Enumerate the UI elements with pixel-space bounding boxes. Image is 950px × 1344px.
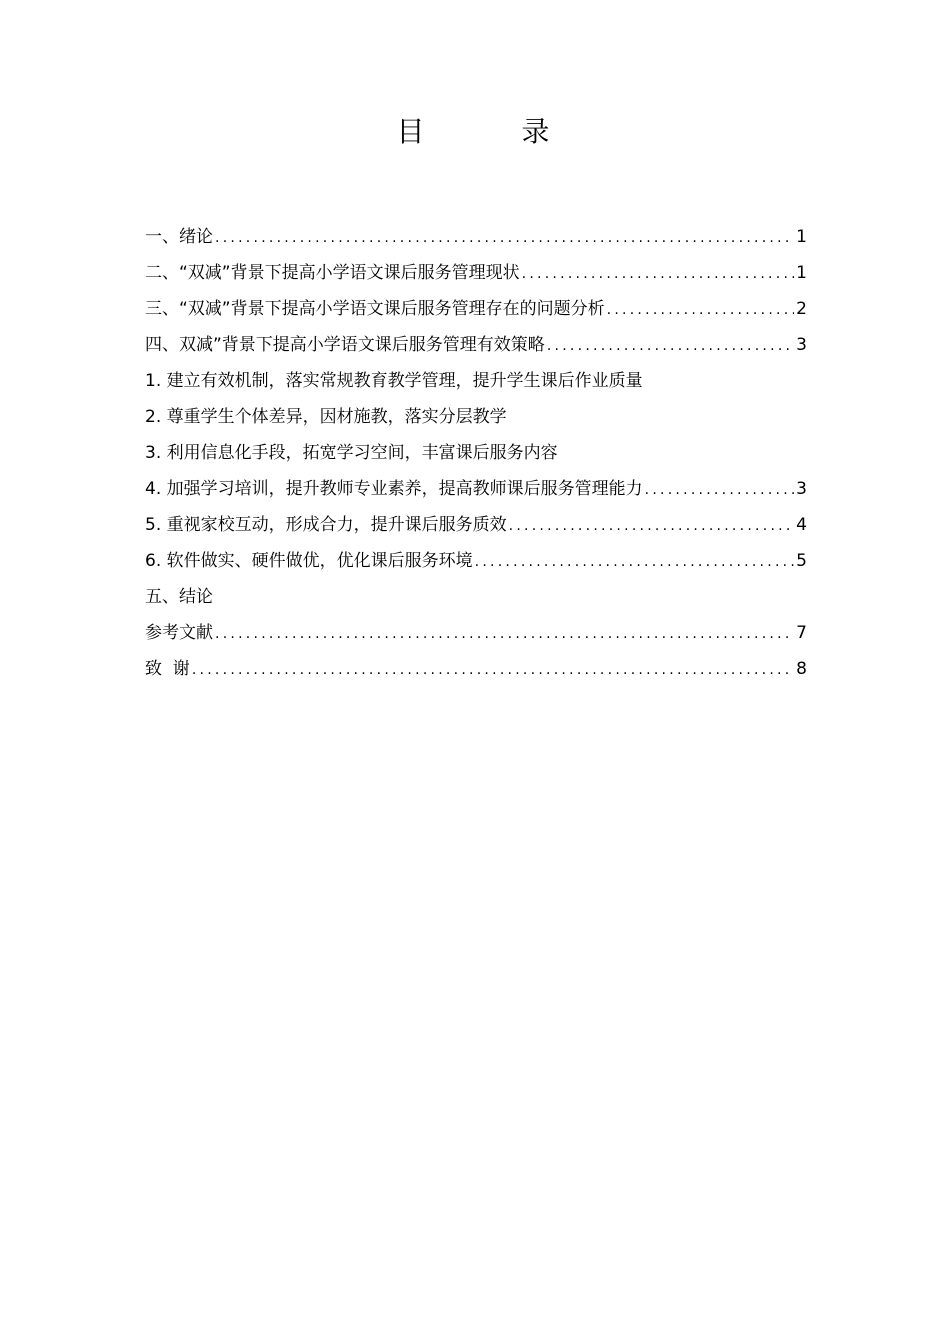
toc-entry-label: 三、“双减”背景下提高小学语文课后服务管理存在的问题分析 — [145, 299, 605, 319]
toc-entry-page: 3 — [796, 335, 807, 355]
toc-list — [145, 219, 807, 687]
toc-entry-label: 1. 建立有效机制，落实常规教育教学管理，提升学生课后作业质量 — [145, 371, 643, 391]
toc-entry[interactable] — [145, 291, 807, 327]
toc-entry[interactable] — [145, 219, 807, 255]
toc-title: 目 录 — [396, 115, 594, 148]
toc-entry-label: 4. 加强学习培训，提升教师专业素养，提高教师课后服务管理能力 — [145, 479, 643, 499]
toc-entry[interactable] — [145, 363, 807, 399]
toc-entry[interactable] — [145, 543, 807, 579]
toc-entry-label: 5. 重视家校互动，形成合力，提升课后服务质效 — [145, 515, 507, 535]
toc-entry[interactable] — [145, 435, 807, 471]
toc-entry[interactable] — [145, 399, 807, 435]
toc-entry[interactable] — [145, 615, 807, 651]
toc-leader-dots — [509, 508, 795, 544]
toc-entry[interactable] — [145, 651, 807, 687]
toc-entry[interactable] — [145, 255, 807, 291]
toc-leader-dots — [475, 544, 795, 580]
toc-entry-page: 4 — [796, 515, 807, 535]
toc-entry-label: 3. 利用信息化手段，拓宽学习空间，丰富课后服务内容 — [145, 443, 558, 463]
toc-leader-dots — [607, 292, 795, 328]
toc-leader-dots — [192, 652, 794, 688]
toc-leader-dots — [522, 256, 795, 292]
toc-leader-dots — [547, 328, 794, 364]
toc-entry-page: 7 — [796, 623, 807, 643]
toc-leader-dots — [215, 220, 794, 256]
toc-entry-label: 致 谢 — [145, 659, 190, 679]
toc-entry[interactable] — [145, 327, 807, 363]
toc-entry[interactable] — [145, 579, 807, 615]
toc-leader-dots — [215, 616, 794, 652]
toc-entry-label: 五、结论 — [145, 587, 213, 607]
toc-entry-page: 8 — [796, 659, 807, 679]
toc-entry-label: 四、双减”背景下提高小学语文课后服务管理有效策略 — [145, 335, 545, 355]
toc-entry[interactable] — [145, 471, 807, 507]
toc-entry-label: 一、绪论 — [145, 227, 213, 247]
toc-entry-label: 参考文献 — [145, 623, 213, 643]
toc-entry-page: 1 — [796, 263, 807, 283]
toc-entry-page: 1 — [796, 227, 807, 247]
toc-entry-label: 2. 尊重学生个体差异，因材施教，落实分层教学 — [145, 407, 507, 427]
toc-entry-page: 3 — [796, 479, 807, 499]
toc-entry-page: 2 — [796, 299, 807, 319]
toc-entry[interactable] — [145, 507, 807, 543]
toc-leader-dots — [645, 472, 795, 508]
toc-entry-label: 6. 软件做实、硬件做优，优化课后服务环境 — [145, 551, 473, 571]
toc-entry-page: 5 — [796, 551, 807, 571]
toc-entry-label: 二、“双减”背景下提高小学语文课后服务管理现状 — [145, 263, 520, 283]
